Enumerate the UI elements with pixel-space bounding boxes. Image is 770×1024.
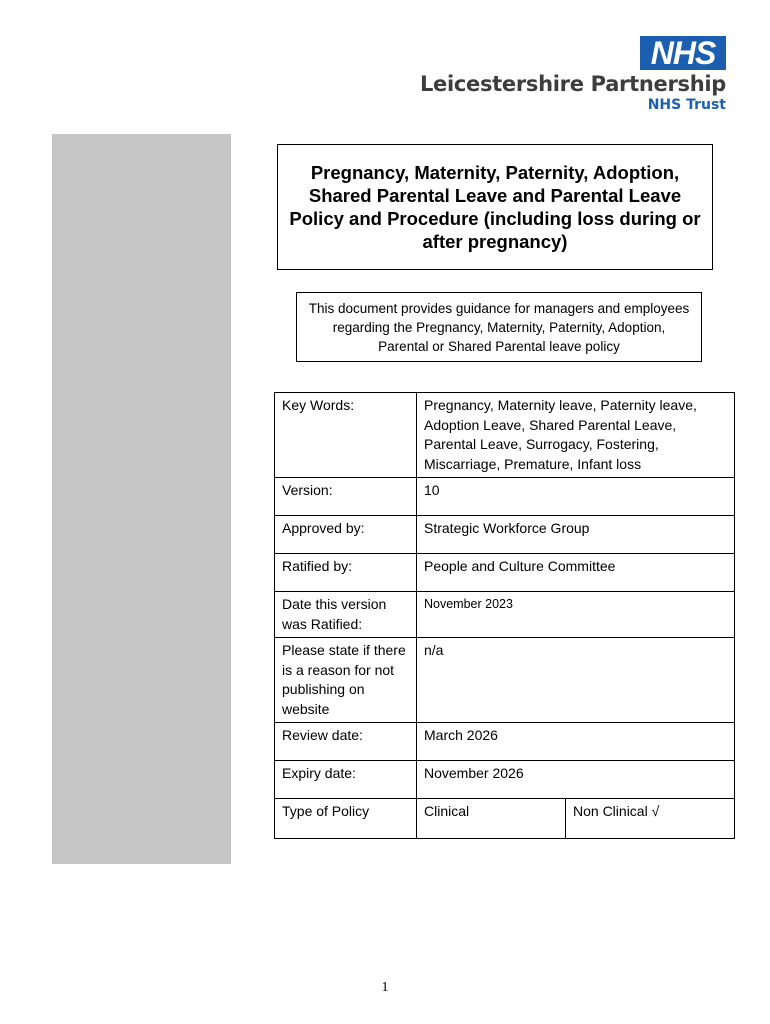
table-row (275, 723, 735, 761)
table-row (275, 761, 735, 799)
page-number: 1 (381, 980, 389, 995)
ratified-by-label: Ratified by: (275, 554, 417, 592)
description-box (296, 292, 702, 362)
ratified-by-value: People and Culture Committee (417, 554, 735, 592)
table-row (275, 393, 735, 478)
table-row (275, 554, 735, 592)
document-title: Pregnancy, Maternity, Paternity, Adoption, Shared Parental Leave and Parental Leave Policy and Procedure (including loss during or after pregnancy) (289, 162, 701, 252)
policy-type-non-clinical: Non Clinical √ (566, 799, 735, 839)
title-box (277, 144, 713, 270)
expiry-date-value: November 2026 (417, 761, 735, 799)
table-row (275, 638, 735, 723)
document-info-table (274, 392, 735, 839)
key-words-label: Key Words: (275, 393, 417, 478)
table-row (275, 799, 735, 839)
organisation-subtitle: NHS Trust (647, 97, 726, 113)
review-date-value: March 2026 (417, 723, 735, 761)
policy-type-clinical: Clinical (417, 799, 566, 839)
date-ratified-label: Date this version was Ratified: (275, 592, 417, 638)
cover-side-bar (52, 134, 231, 864)
table-row (275, 478, 735, 516)
approved-by-value: Strategic Workforce Group (417, 516, 735, 554)
document-description: This document provides guidance for managers and employees regarding the Pregnancy, Maternity, Paternity, Adoption, Parental or Shared Parental leave policy (308, 301, 690, 354)
organisation-name: Leicestershire Partnership (419, 72, 726, 96)
version-value: 10 (417, 478, 735, 516)
approved-by-label: Approved by: (275, 516, 417, 554)
key-words-value: Pregnancy, Maternity leave, Paternity leave, Adoption Leave, Shared Parental Leave, Parental Leave, Surrogacy, Fostering, Miscarriage, Premature, Infant loss (417, 393, 735, 478)
table-row (275, 516, 735, 554)
not-publishing-label: Please state if there is a reason for not publishing on website (275, 638, 417, 723)
not-publishing-value: n/a (417, 638, 735, 723)
date-ratified-value: November 2023 (417, 592, 735, 638)
review-date-label: Review date: (275, 723, 417, 761)
nhs-logo: NHS (640, 36, 726, 70)
expiry-date-label: Expiry date: (275, 761, 417, 799)
table-row (275, 592, 735, 638)
version-label: Version: (275, 478, 417, 516)
policy-type-label: Type of Policy (275, 799, 417, 839)
